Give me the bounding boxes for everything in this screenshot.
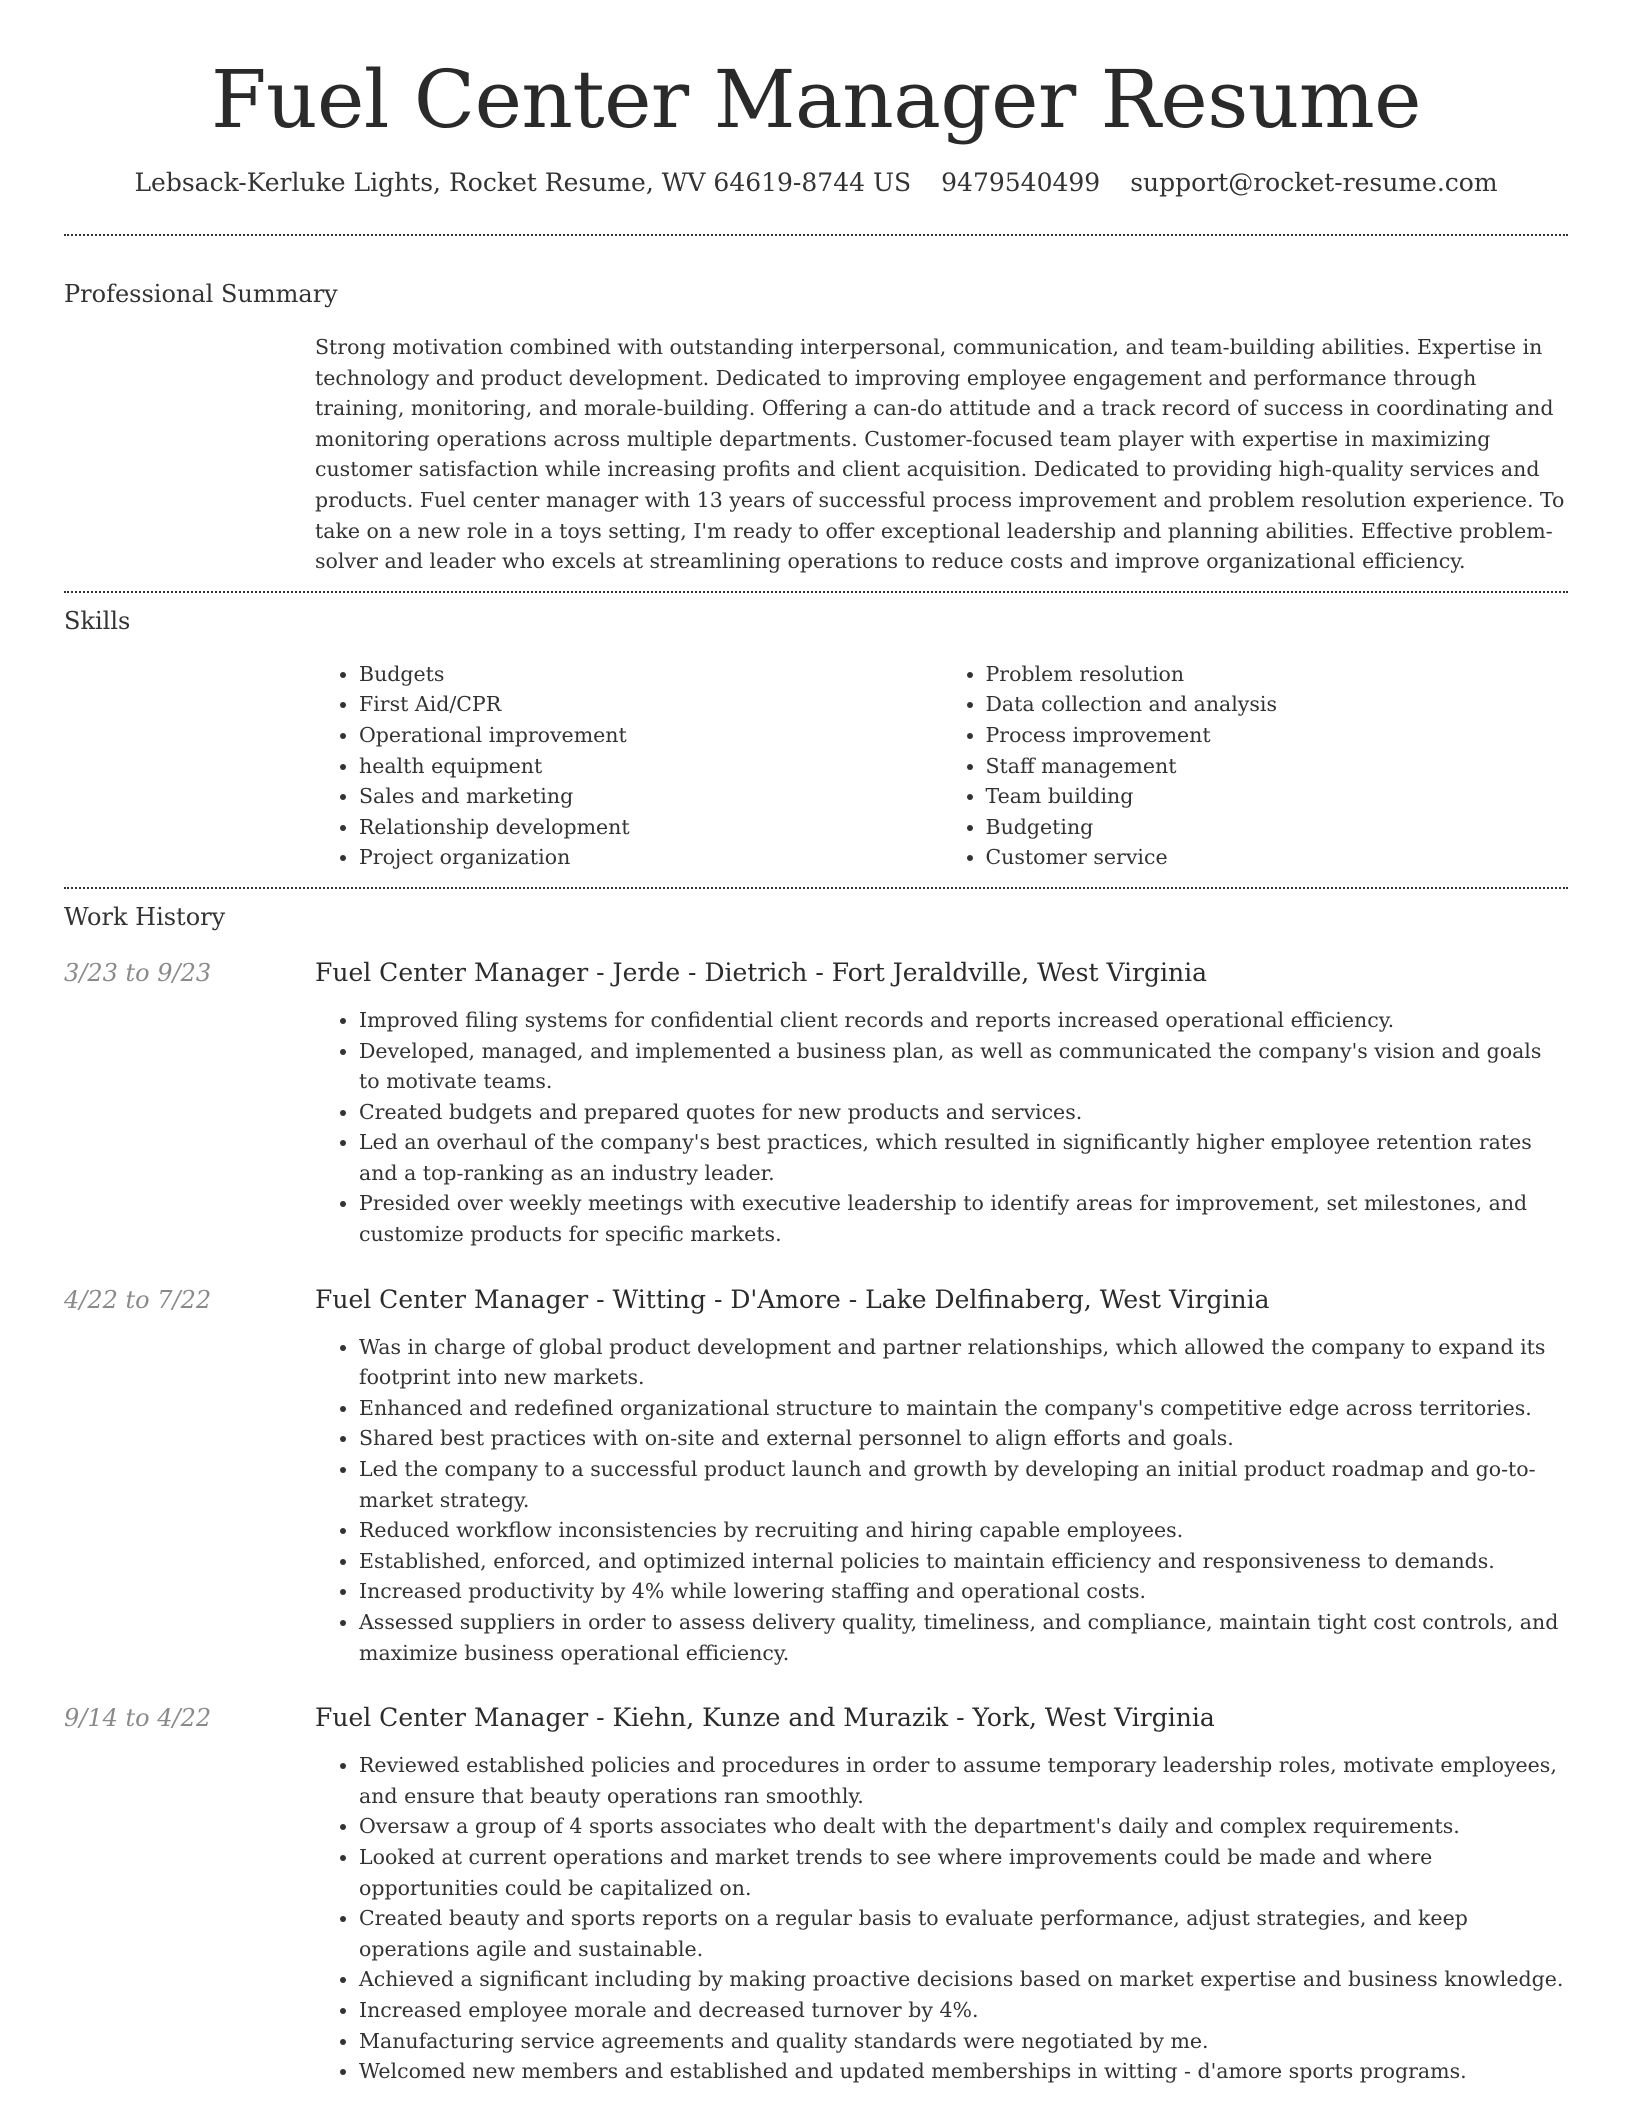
list-item: • Relationship development [359, 812, 942, 843]
skills-list [315, 659, 1568, 873]
resume-page [64, 0, 1568, 2087]
list-item: • Sales and marketing [359, 781, 942, 812]
section-divider [64, 234, 1568, 236]
job-dates: 3/23 to 9/23 [64, 958, 212, 987]
list-item: • Led an overhaul of the company's best practices, which resulted in significantly higher employee retention rates and a top-ranking as an industry leader. [359, 1127, 1568, 1188]
list-item: • Assessed suppliers in order to assess delivery quality, timeliness, and compliance, maintain tight cost controls, and maximize business operational efficiency. [359, 1607, 1568, 1668]
list-item: • Created budgets and prepared quotes for new products and services. [359, 1097, 1568, 1128]
summary-text: Strong motivation combined with outstanding interpersonal, communication, and team-building abilities. Expertise in technology and product development. Dedicated to improving employee engagement and performance through training, monitoring, and morale-building. Offering a can-do attitude and a track record of success in coordinating and monitoring operations across multiple departments. Customer-focused team player with expertise in maximizing customer satisfaction while increasing profits and client acquisition. Dedicated to providing high-quality services and products. Fuel center manager with 13 years of successful process improvement and problem resolution experience. To take on a new role in a toys setting, I'm ready to offer exceptional leadership and planning abilities. Effective problem-solver and leader who excels at streamlining operations to reduce costs and improve organizational efficiency. [315, 335, 1565, 574]
job-body [315, 1284, 1568, 1669]
list-item: • Presided over weekly meetings with executive leadership to identify areas for improvement, set milestones, and customize products for specific markets. [359, 1188, 1568, 1249]
list-item: • Reviewed established policies and procedures in order to assume temporary leadership roles, motivate employees, and ensure that beauty operations ran smoothly. [359, 1750, 1568, 1811]
work-history-list [64, 957, 1568, 2087]
summary-heading: Professional Summary [64, 280, 338, 308]
list-item: • Data collection and analysis [986, 689, 1569, 720]
list-item: • Looked at current operations and market trends to see where improvements could be made and where opportunities could be capitalized on. [359, 1842, 1568, 1903]
list-item: • Welcomed new members and established and updated memberships in witting - d'amore sports programs. [359, 2056, 1568, 2087]
skills-column-right [942, 659, 1569, 873]
list-item: • health equipment [359, 751, 942, 782]
job-body [315, 957, 1568, 1250]
skills-column-left [315, 659, 942, 873]
job-entry [64, 1284, 1568, 1669]
job-bullets [315, 1332, 1568, 1669]
job-dates: 4/22 to 7/22 [64, 1285, 212, 1314]
list-item: • Led the company to a successful product launch and growth by developing an initial product roadmap and go-to-market strategy. [359, 1454, 1568, 1515]
job-bullets [315, 1005, 1568, 1250]
contact-address: Lebsack-Kerluke Lights, Rocket Resume, WV 64619-8744 US [134, 168, 912, 197]
list-item: • Manufacturing service agreements and quality standards were negotiated by me. [359, 2026, 1568, 2057]
list-item: • Established, enforced, and optimized internal policies to maintain efficiency and responsiveness to demands. [359, 1546, 1568, 1577]
list-item: • Shared best practices with on-site and external personnel to align efforts and goals. [359, 1423, 1568, 1454]
job-entry [64, 957, 1568, 1250]
list-item: • Was in charge of global product development and partner relationships, which allowed the company to expand its footprint into new markets. [359, 1332, 1568, 1393]
list-item: • Improved filing systems for confidential client records and reports increased operational efficiency. [359, 1005, 1568, 1036]
list-item: • Achieved a significant including by making proactive decisions based on market expertise and business knowledge. [359, 1964, 1568, 1995]
section-divider [64, 591, 1568, 593]
job-entry [64, 1702, 1568, 2087]
list-item: • Created beauty and sports reports on a regular basis to evaluate performance, adjust strategies, and keep operations agile and sustainable. [359, 1903, 1568, 1964]
contact-email: support@rocket-resume.com [1130, 168, 1498, 197]
contact-phone: 9479540499 [941, 168, 1101, 197]
work-history-heading: Work History [64, 902, 226, 931]
job-title: Fuel Center Manager - Witting - D'Amore - Lake Delfinaberg, West Virginia [315, 1284, 1270, 1314]
resume-title: Fuel Center Manager Resume [210, 53, 1422, 146]
job-bullets [315, 1750, 1568, 2087]
list-item: • Team building [986, 781, 1569, 812]
job-dates: 9/14 to 4/22 [64, 1704, 212, 1733]
list-item: • First Aid/CPR [359, 689, 942, 720]
list-item: • Customer service [986, 842, 1569, 873]
list-item: • Developed, managed, and implemented a business plan, as well as communicated the company's vision and goals to motivate teams. [359, 1036, 1568, 1097]
list-item: • Project organization [359, 842, 942, 873]
list-item: • Budgets [359, 659, 942, 690]
list-item: • Problem resolution [986, 659, 1569, 690]
list-item: • Reduced workflow inconsistencies by recruiting and hiring capable employees. [359, 1515, 1568, 1546]
list-item: • Oversaw a group of 4 sports associates who dealt with the department's daily and complex requirements. [359, 1811, 1568, 1842]
skills-heading: Skills [64, 606, 131, 635]
contact-line [64, 166, 1568, 200]
job-body [315, 1702, 1568, 2087]
job-title: Fuel Center Manager - Jerde - Dietrich - Fort Jeraldville, West Virginia [315, 957, 1208, 987]
list-item: • Staff management [986, 751, 1569, 782]
job-title: Fuel Center Manager - Kiehn, Kunze and Murazik - York, West Virginia [315, 1703, 1215, 1733]
list-item: • Budgeting [986, 812, 1569, 843]
list-item: • Operational improvement [359, 720, 942, 751]
list-item: • Enhanced and redefined organizational structure to maintain the company's competitive edge across territories. [359, 1393, 1568, 1424]
section-divider [64, 887, 1568, 889]
list-item: • Increased productivity by 4% while lowering staffing and operational costs. [359, 1576, 1568, 1607]
list-item: • Increased employee morale and decreased turnover by 4%. [359, 1995, 1568, 2026]
list-item: • Process improvement [986, 720, 1569, 751]
